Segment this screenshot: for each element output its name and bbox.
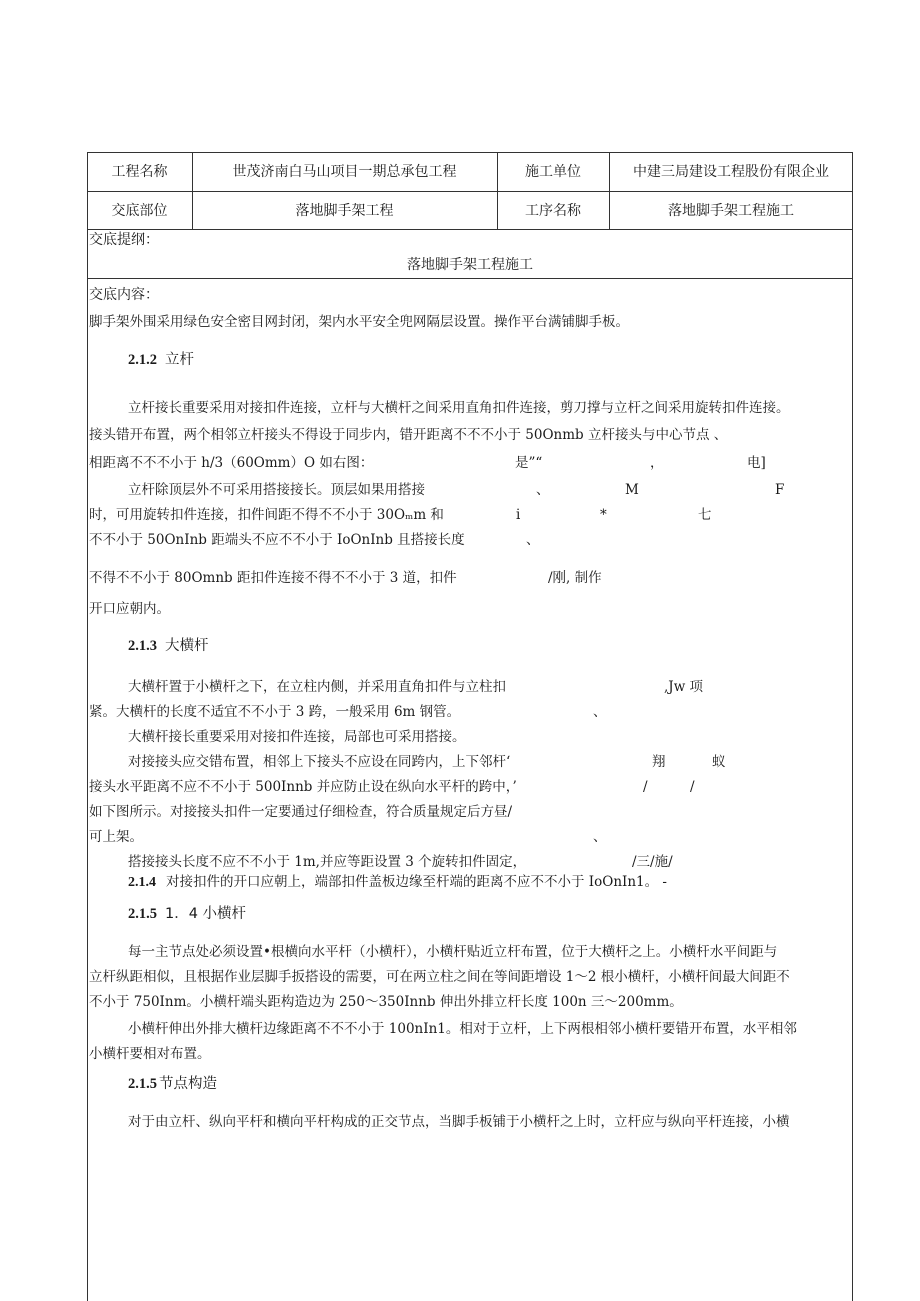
section-text: 对接扣件的开口应朝上，端部扣件盖板边缘至杆端的距离不应不不小于 IoOnIn1。 -: [166, 874, 667, 890]
paragraph-line: 不小于 750Inm。小横杆端头距构造边为 250～350Innb 伸出外排立杆长度 100n 三～200mm。: [89, 994, 683, 1010]
ocr-fragment: ,Jw 项: [664, 679, 704, 695]
paragraph-line: 可上架。: [89, 829, 143, 845]
paragraph-line: 紧。大横杆的长度不适宜不不小于 3 跨，一般采用 6m 钢管。: [89, 704, 461, 720]
project-name-label: 工程名称: [111, 164, 168, 180]
paragraph-line: 小横杆要相对布置。: [89, 1046, 211, 1062]
paragraph-line: 时，可用旋转扣件连接，扣件间距不得不不小于 30Oₘm 和: [89, 507, 444, 523]
ocr-fragment: /三/施/: [632, 854, 673, 870]
project-name-value: 世茂济南白马山项目一期总承包工程: [232, 164, 457, 180]
ocr-fragment: 、: [536, 482, 550, 498]
section-title: 立杆: [165, 352, 194, 368]
paragraph-line: 相距离不不不小于 h/3（60Omm）O 如右图：: [89, 455, 374, 471]
section-title: 节点构造: [159, 1076, 217, 1092]
ocr-fragment: 蚁: [712, 754, 726, 770]
paragraph-line: 不得不不小于 80Omnb 距扣件连接不得不不小于 3 道，扣件: [89, 570, 457, 586]
summary-label: 交底提纲：: [89, 232, 159, 248]
section-title: 1．4 小横杆: [165, 906, 247, 922]
intro-paragraph: 脚手架外围采用绿色安全密目网封闭，架内水平安全兜网隔层设置。操作平台满铺脚手板。: [89, 314, 629, 330]
content-label: 交底内容：: [89, 287, 159, 303]
paragraph-line: 如下图所示。对接接头扣件一定要通过仔细检查，符合质量规定后方昼/: [89, 804, 513, 820]
contractor-label: 施工单位: [525, 164, 581, 180]
ocr-fragment: 是”“: [515, 455, 543, 471]
section-heading-2-1-3: [128, 636, 209, 656]
ocr-fragment: i: [516, 507, 521, 523]
paragraph-line: 对接接头应交错布置，相邻上下接头不应设在同跨内，上下邻杆‘: [128, 754, 511, 770]
ocr-fragment: M: [625, 482, 639, 498]
section-2-1-4-line: [128, 872, 667, 893]
table-rule: [87, 278, 853, 279]
process-name-label: 工序名称: [525, 203, 581, 219]
section-number: 2.1.2: [128, 352, 157, 368]
ocr-fragment: 电]: [747, 455, 766, 471]
paragraph-line: 大横杆置于小横杆之下，在立柱内侧，并采用直角扣件与立柱扣: [128, 679, 506, 695]
section-number: 2.1.4: [128, 875, 156, 890]
paragraph-line: 接头水平距离不应不不小于 500Innb 并应防止设在纵向水平杆的跨中，’: [89, 779, 517, 795]
section-number: 2.1.3: [128, 638, 157, 654]
ocr-fragment: /: [643, 779, 648, 795]
ocr-fragment: /刚, 制作: [548, 570, 602, 586]
ocr-fragment: ，: [650, 455, 664, 471]
paragraph-line: 对于由立杆、纵向平杆和横向平杆构成的正交节点，当脚手板铺于小横杆之上时，立杆应与纵向平杆连接，小横: [128, 1114, 790, 1130]
section-number: 2.1.5: [128, 906, 157, 922]
summary-value: 落地脚手架工程施工: [407, 257, 533, 273]
ocr-fragment: 翔: [652, 754, 666, 770]
table-rule: [87, 191, 853, 192]
paragraph-line: 大横杆接长重要采用对接扣件连接，局部也可采用搭接。: [128, 729, 466, 745]
paragraph-line: 搭接接头长度不应不不小于 1m,并应等距设置 3 个旋转扣件固定，: [128, 854, 527, 870]
paragraph-line: 接头错开布置，两个相邻立杆接头不得设于同步内，错开距离不不不小于 50Onmb 立杆接头与中心节点 、: [89, 427, 728, 443]
paragraph-line: 小横杆伸出外排大横杆边缘距离不不不小于 100nIn1。相对于立杆，上下两根相邻小横杆要错开布置，水平相邻: [128, 1021, 797, 1037]
disclosure-part-value: 落地脚手架工程: [295, 203, 394, 219]
contractor-value: 中建三局建设工程股份有限企业: [633, 164, 829, 180]
ocr-fragment: 、: [593, 829, 607, 845]
table-rule: [87, 229, 853, 230]
section-title: 大横杆: [165, 638, 209, 654]
paragraph-line: 开口应朝内。: [89, 601, 170, 617]
paragraph-line: 不不小于 50OnInb 距端头不应不不小于 IoOnInb 且搭接长度: [89, 532, 465, 548]
ocr-fragment: /: [690, 779, 695, 795]
section-heading-2-1-2: [128, 350, 194, 370]
paragraph-line: 立杆除顶层外不可采用搭接接长。顶层如果用搭接: [128, 482, 425, 498]
paragraph-line: 每一主节点处必须设置•根横向水平杆（小横杆），小横杆贴近立杆布置，位于大横杆之上。小横杆水平间距与: [128, 944, 778, 960]
ocr-fragment: 、: [593, 704, 607, 720]
ocr-fragment: F: [775, 482, 785, 498]
section-heading-2-1-5-nodes: [128, 1074, 217, 1094]
ocr-fragment: 七: [698, 507, 712, 523]
ocr-fragment: 、: [526, 532, 540, 548]
section-heading-2-1-5: [128, 904, 246, 924]
ocr-fragment: *: [600, 507, 607, 523]
paragraph-line: 立杆纵距相似，且根据作业层脚手扳搭设的需要，可在两立柱之间在等间距增设 1～2 根小横杆，小横杆间最大间距不: [89, 969, 790, 985]
paragraph-line: 立杆接长重要采用对接扣件连接，立杆与大横杆之间采用直角扣件连接，剪刀撑与立杆之间采用旋转扣件连接。: [128, 400, 790, 416]
process-name-value: 落地脚手架工程施工: [668, 203, 794, 219]
section-number: 2.1.5: [128, 1076, 157, 1092]
disclosure-part-label: 交底部位: [111, 203, 168, 219]
